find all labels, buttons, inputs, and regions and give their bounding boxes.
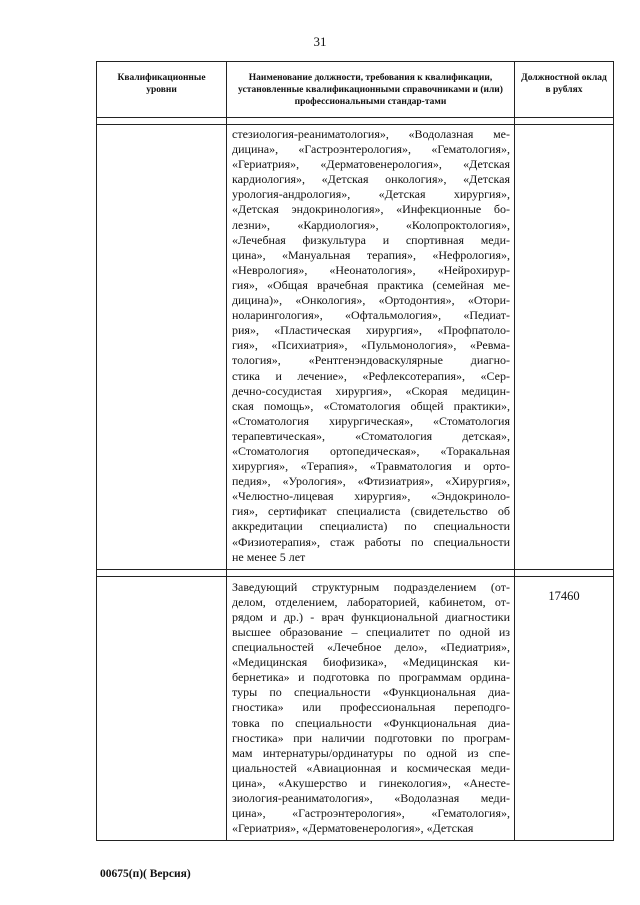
header-qualification-levels: Квалификационные уровни	[97, 62, 227, 118]
text-line: «Лечебная физкультура и спортивная меди-	[232, 232, 510, 247]
text-line: дицина)», «Онкология», «Ортодонтия», «Отори-	[232, 293, 510, 308]
text-line: стика и лечение», «Рефлексотерапия», «Сер-	[232, 368, 510, 383]
text-line: ская помощь», «Стоматология общей практики»,	[232, 398, 510, 413]
text-line: гностика» при наличии подготовки по програм-	[232, 730, 510, 745]
text-line: высшее образование – специалитет по одной из	[232, 625, 510, 639]
text-line: зиология-реаниматология», «Водолазная меди-	[232, 791, 510, 806]
text-line: «Медицинская биофизика», «Медицинская ки-	[232, 655, 510, 670]
table-row	[97, 125, 614, 570]
salary-value: 17460	[548, 588, 580, 603]
text-line: терапевтическая», «Стоматология детская»,	[232, 428, 510, 443]
level-cell	[97, 576, 227, 841]
text-line: кардиология», «Детская онкология», «Детская	[232, 172, 510, 187]
text-line: мам интернатуры/ординатуры по одной из спе-	[232, 745, 510, 760]
page-number: 31	[313, 34, 327, 49]
text-line: товка по специальности «Функциональная диа-	[232, 715, 510, 730]
text-line: «Челюстно-лицевая хирургия», «Эндокриноло-	[232, 489, 510, 504]
text-line: «Физиотерапия», стаж работы по специальности	[232, 534, 510, 549]
text-line: лезни», «Кардиология», «Колопроктология»,	[232, 217, 510, 232]
text-line: специальностей «Лечебное дело», «Педиатрия»,	[232, 640, 510, 655]
text-line: ноларингология», «Офтальмология», «Педиат-	[232, 308, 510, 323]
text-line: цина», «Гастроэнтерология», «Гематология»,	[232, 806, 510, 821]
text-line: туры по специальности «Функциональная диа-	[232, 685, 510, 700]
text-line: бернетика» и подготовка по программам ордина-	[232, 670, 510, 685]
text-line: цина», «Акушерство и гинекология», «Анесте-	[232, 775, 510, 790]
text-line: дицина», «Гастроэнтерология», «Гематология»,	[232, 142, 510, 157]
text-line: «Гериатрия», «Дерматовенерология», «Детская	[232, 821, 474, 836]
salary-cell	[515, 125, 614, 570]
salary-cell	[515, 576, 614, 841]
table-row	[97, 576, 614, 841]
requirements-text	[227, 577, 514, 841]
text-line: рядом и др.) - врач функциональной диагностики	[232, 609, 510, 624]
text-line: делом, отделением, лабораторией, кабинетом, от-	[232, 594, 510, 609]
text-line: «Стоматология хирургическая», «Стоматология	[232, 413, 510, 428]
text-line: цина», «Мануальная терапия», «Нефрология»,	[232, 247, 510, 262]
requirements-cell	[227, 576, 515, 841]
text-line: тология», «Рентгенэндоваскулярные диагно-	[232, 353, 510, 368]
table-header-row	[97, 62, 614, 118]
requirements-cell	[227, 125, 515, 570]
text-line: дечно-сосудистая хирургия», «Скорая медицин-	[232, 383, 510, 398]
text-line: «Неврология», «Неонатология», «Нейрохирур-	[232, 262, 510, 277]
qualification-table	[96, 61, 614, 841]
text-line: гия», «Общая врачебная практика (семейная ме-	[232, 277, 510, 292]
text-line: хирургия», «Терапия», «Травматология и орто-	[232, 459, 510, 474]
text-line: урология-андрология», «Детская хирургия»,	[232, 187, 510, 202]
requirements-text	[227, 125, 514, 569]
text-line: гностика» или профессиональная переподго-	[232, 700, 510, 715]
text-line: педия», «Урология», «Фтизиатрия», «Хирургия»,	[232, 474, 510, 489]
text-line: «Гериатрия», «Дерматовенерология», «Детская	[232, 157, 510, 172]
header-salary: Должностной оклад в рублях	[515, 62, 614, 118]
text-line: рия», «Пластическая хирургия», «Профпатоло-	[232, 323, 510, 338]
text-line: «Стоматология ортопедическая», «Торакальная	[232, 443, 510, 458]
text-line: не менее 5 лет	[232, 549, 306, 564]
document-footer: 00675(п)( Версия)	[100, 868, 191, 880]
level-cell	[97, 125, 227, 570]
text-line: Заведующий структурным подразделением (от-	[232, 579, 510, 594]
salary-value	[515, 125, 613, 137]
table-spacer-row	[97, 118, 614, 125]
header-position-requirements: Наименование должности, требования к квалификации, установленные квалификационными справочниками и (или) профессиональными стандар-тами	[227, 62, 515, 118]
table-spacer-row	[97, 569, 614, 576]
text-line: стезиология-реаниматология», «Водолазная ме-	[232, 127, 510, 141]
text-line: циальностей «Авиационная и космическая меди-	[232, 760, 510, 775]
text-line: «Детская эндокринология», «Инфекционные бо-	[232, 202, 510, 217]
text-line: гия», сертификат специалиста (свидетельство об	[232, 504, 510, 519]
text-line: аккредитации специалиста) по специальности	[232, 519, 510, 534]
text-line: гия», «Психиатрия», «Пульмонология», «Ревма-	[232, 338, 510, 353]
